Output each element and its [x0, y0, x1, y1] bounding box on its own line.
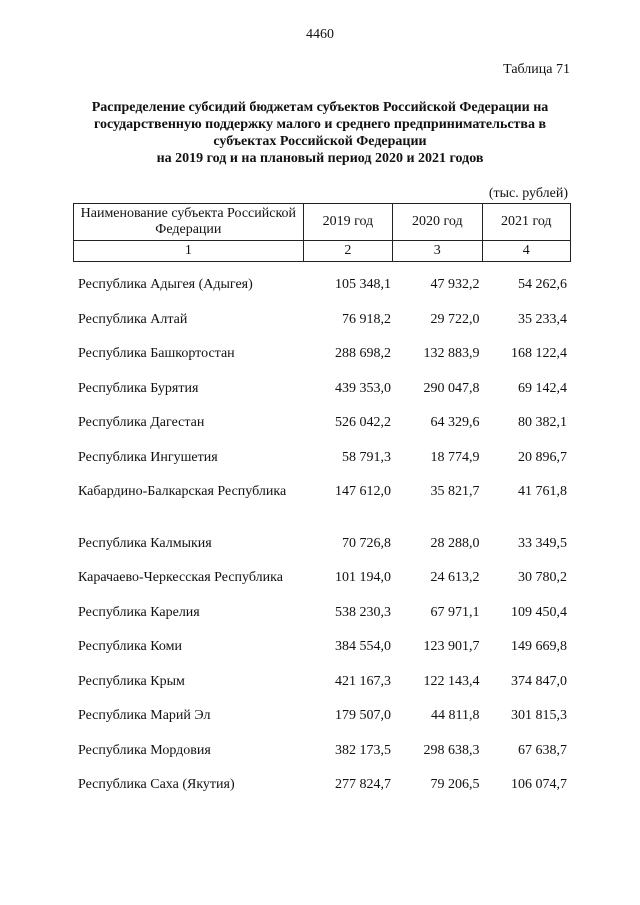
value-2020: 29 722,0 — [430, 311, 480, 327]
value-2019: 288 698,2 — [335, 346, 392, 361]
value-2019: 76 918,2 — [342, 311, 392, 327]
region-name: Карачаево-Черкесская Республика — [78, 570, 283, 585]
value-2019: 421 167,3 — [335, 673, 392, 689]
value-2021: 33 349,5 — [518, 535, 567, 551]
value-2019: 538 230,3 — [335, 604, 392, 620]
value-2021: 149 669,8 — [511, 639, 567, 654]
table-row — [73, 267, 571, 302]
header-name-column: Наименование субъекта Российской Федерации — [74, 204, 304, 241]
table-row — [73, 733, 571, 768]
value-2021: 301 815,3 — [511, 708, 567, 723]
value-2019: 58 791,3 — [342, 449, 392, 465]
title-line: Распределение субсидий бюджетам субъектов Российской Федерации на — [91, 100, 549, 115]
table-row — [73, 474, 571, 526]
table-row — [73, 595, 571, 630]
value-2020: 122 143,4 — [423, 673, 480, 689]
value-2020: 290 047,8 — [423, 380, 480, 396]
value-2019: 439 353,0 — [335, 380, 392, 396]
table-row — [73, 664, 571, 699]
value-2021: 168 122,4 — [511, 346, 567, 361]
value-2020: 24 613,2 — [430, 570, 480, 585]
units-label: (тыс. рублей) — [488, 186, 568, 201]
region-name: Республика Алтай — [78, 311, 188, 327]
title-line: субъектах Российской Федерации — [213, 134, 427, 149]
title-line: государственную поддержку малого и среднего предпринимательства в — [93, 117, 547, 132]
table-row — [73, 629, 571, 664]
value-2019: 147 612,0 — [335, 484, 392, 499]
value-2020: 18 774,9 — [430, 449, 480, 465]
value-2020: 123 901,7 — [423, 639, 480, 654]
header-2019: 2019 год — [303, 204, 392, 241]
value-2021: 106 074,7 — [511, 777, 567, 792]
value-2021: 30 780,2 — [518, 570, 567, 585]
table-row — [73, 405, 571, 440]
region-name: Республика Калмыкия — [78, 535, 212, 551]
value-2021: 374 847,0 — [511, 673, 567, 689]
table-row — [73, 767, 571, 802]
value-2019: 382 173,5 — [335, 742, 392, 758]
region-name: Республика Бурятия — [78, 380, 199, 396]
value-2020: 28 288,0 — [430, 535, 480, 551]
column-number: 3 — [393, 241, 482, 262]
value-2021: 54 262,6 — [518, 277, 567, 292]
page-number: 4460 — [306, 27, 334, 42]
table-label: Таблица 71 — [503, 62, 570, 77]
header-2021: 2021 год — [482, 204, 570, 241]
value-2021: 20 896,7 — [518, 449, 567, 465]
value-2019: 101 194,0 — [335, 570, 392, 585]
table-row — [73, 336, 571, 371]
table-row — [73, 560, 571, 595]
region-name: Республика Крым — [78, 673, 185, 689]
header-2020: 2020 год — [393, 204, 482, 241]
value-2019: 526 042,2 — [335, 415, 392, 430]
column-number: 4 — [482, 241, 570, 262]
value-2019: 179 507,0 — [335, 708, 392, 723]
region-name: Республика Марий Эл — [78, 708, 211, 723]
value-2020: 132 883,9 — [423, 346, 480, 361]
title-line: на 2019 год и на плановый период 2020 и 2021 годов — [156, 151, 484, 166]
value-2021: 41 761,8 — [518, 484, 567, 499]
value-2020: 47 932,2 — [430, 277, 480, 292]
value-2019: 384 554,0 — [335, 639, 392, 654]
table-row — [73, 371, 571, 406]
value-2019: 70 726,8 — [342, 535, 392, 551]
region-name: Республика Коми — [78, 639, 182, 654]
table-body — [73, 267, 571, 802]
value-2020: 35 821,7 — [430, 484, 480, 499]
value-2020: 298 638,3 — [423, 742, 480, 758]
value-2021: 35 233,4 — [518, 311, 567, 327]
region-name: Республика Саха (Якутия) — [78, 777, 235, 792]
column-number: 2 — [303, 241, 392, 262]
value-2021: 80 382,1 — [518, 415, 567, 430]
region-name: Кабардино-Балкарская Республика — [78, 484, 287, 499]
value-2021: 69 142,4 — [518, 380, 567, 396]
table-row — [73, 302, 571, 337]
region-name: Республика Адыгея (Адыгея) — [78, 277, 253, 292]
document-title — [70, 99, 570, 167]
table-row — [73, 698, 571, 733]
column-number: 1 — [74, 241, 304, 262]
table-header — [73, 203, 571, 262]
region-name: Республика Мордовия — [78, 742, 211, 758]
region-name: Республика Карелия — [78, 604, 200, 620]
table-row — [73, 440, 571, 475]
value-2020: 79 206,5 — [430, 777, 480, 792]
table-row — [73, 526, 571, 561]
value-2020: 64 329,6 — [430, 415, 480, 430]
value-2021: 109 450,4 — [511, 604, 567, 620]
region-name: Республика Дагестан — [78, 415, 205, 430]
value-2021: 67 638,7 — [518, 742, 567, 758]
region-name: Республика Башкортостан — [78, 346, 235, 361]
region-name: Республика Ингушетия — [78, 449, 218, 465]
value-2020: 44 811,8 — [431, 708, 480, 723]
value-2019: 105 348,1 — [335, 277, 392, 292]
value-2020: 67 971,1 — [430, 604, 480, 620]
value-2019: 277 824,7 — [335, 777, 392, 792]
